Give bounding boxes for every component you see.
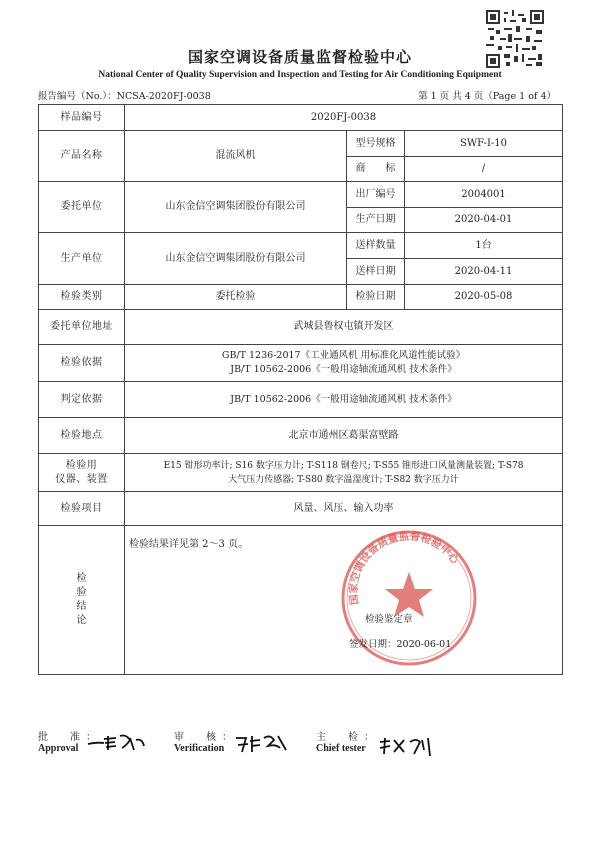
model-label: 型号规格: [347, 131, 405, 157]
product-name-label: 产品名称: [39, 131, 125, 182]
send-date-label: 送样日期: [347, 259, 405, 285]
verification-signature-icon: [234, 732, 292, 756]
brand-label: 商 标: [347, 157, 405, 182]
conclusion-label: [39, 526, 125, 675]
qty-value: 1台: [405, 233, 563, 259]
serial-value: 2004001: [405, 182, 563, 208]
equipment-line-1: E15 钳形功率计; S16 数字压力计; T-S118 钢卷尺; T-S55 锥形进口风量测量装置; T-S78: [163, 460, 524, 471]
basis-label: 检验依据: [39, 345, 125, 382]
conclusion-text: 检验结果详见第 2～3 页。: [129, 539, 249, 550]
manufacturer-label: 生产单位: [39, 233, 125, 285]
chief-tester-label-en: Chief tester: [316, 743, 366, 754]
seal-text: 国家空调设备质量监督检验中心: [347, 530, 461, 606]
category-label: 检验类别: [39, 285, 125, 310]
verification-label-en: Verification: [174, 743, 225, 754]
prod-date-value: 2020-04-01: [405, 208, 563, 233]
basis-line-1: GB/T 1236-2017《工业通风机 用标准化风道性能试验》: [221, 350, 466, 361]
model-value: SWF-I-10: [405, 131, 563, 157]
judge-value: JB/T 10562-2006《一般用途轴流通风机 技术条件》: [125, 382, 563, 418]
items-value: 风量、风压、输入功率: [125, 492, 563, 526]
inspection-info-table: [38, 104, 563, 675]
issue-date: 签发日期：2020-06-01: [349, 639, 452, 650]
report-title-cn: 国家空调设备质量监督检验中心: [187, 48, 412, 66]
send-date-value: 2020-04-11: [405, 259, 563, 285]
brand-value: /: [405, 157, 563, 182]
equipment-label-line-1: 检验用: [65, 459, 98, 471]
items-label: 检验项目: [39, 492, 125, 526]
category-value: 委托检验: [125, 285, 347, 310]
site-value: 北京市通州区葛渠富壁路: [125, 418, 563, 454]
product-name-value: 混流风机: [125, 131, 347, 182]
conclusion-char-4: 论: [76, 615, 87, 626]
chief-tester-signature-icon: [376, 734, 438, 758]
verification-block: [174, 728, 238, 754]
chief-tester-label-cn: 主 检：: [316, 732, 380, 743]
sample-no-value: 2020FJ-0038: [125, 105, 563, 131]
basis-value: [125, 345, 563, 382]
report-number: 报告编号（No.）：NCSA-2020FJ-0038: [38, 91, 211, 102]
basis-line-2: JB/T 10562-2006《一般用途轴流通风机 技术条件》: [230, 364, 457, 375]
client-label: 委托单位: [39, 182, 125, 233]
equipment-label-line-2: 仪器、装置: [55, 473, 108, 485]
conclusion-char-3: 结: [76, 601, 87, 612]
qty-label: 送样数量: [347, 233, 405, 259]
equipment-value: [125, 454, 563, 492]
manufacturer-value: 山东金信空调集团股份有限公司: [125, 233, 347, 285]
client-value: 山东金信空调集团股份有限公司: [125, 182, 347, 233]
conclusion-body: [125, 526, 563, 675]
approval-signature-icon: [86, 730, 148, 754]
conclusion-char-1: 检: [76, 573, 87, 584]
client-address-value: 武城县鲁权屯镇开发区: [125, 310, 563, 345]
equipment-label: [39, 454, 125, 492]
qr-code-icon: [486, 10, 544, 68]
site-label: 检验地点: [39, 418, 125, 454]
chief-tester-block: [316, 728, 380, 754]
conclusion-char-2: 验: [76, 587, 87, 598]
judge-label: 判定依据: [39, 382, 125, 418]
client-address-label: 委托单位地址: [39, 310, 125, 345]
seal-label: 检验鉴定章: [365, 614, 413, 625]
approval-label-en: Approval: [38, 743, 79, 754]
serial-label: 出厂编号: [347, 182, 405, 208]
equipment-line-2: 大气压力传感器; T-S80 数字温湿度计; T-S82 数字压力计: [228, 474, 459, 485]
prod-date-label: 生产日期: [347, 208, 405, 233]
sample-no-label: 样品编号: [39, 105, 125, 131]
report-title-en: National Center of Quality Supervision and Inspection and Testing for Air Conditioning Equipment: [98, 70, 502, 80]
approval-label-cn: 批 准：: [38, 732, 102, 743]
verification-label-cn: 审 核：: [174, 732, 238, 743]
test-date-label: 检验日期: [347, 285, 405, 310]
test-date-value: 2020-05-08: [405, 285, 563, 310]
page-number: 第 1 页 共 4 页（Page 1 of 4）: [418, 91, 556, 102]
